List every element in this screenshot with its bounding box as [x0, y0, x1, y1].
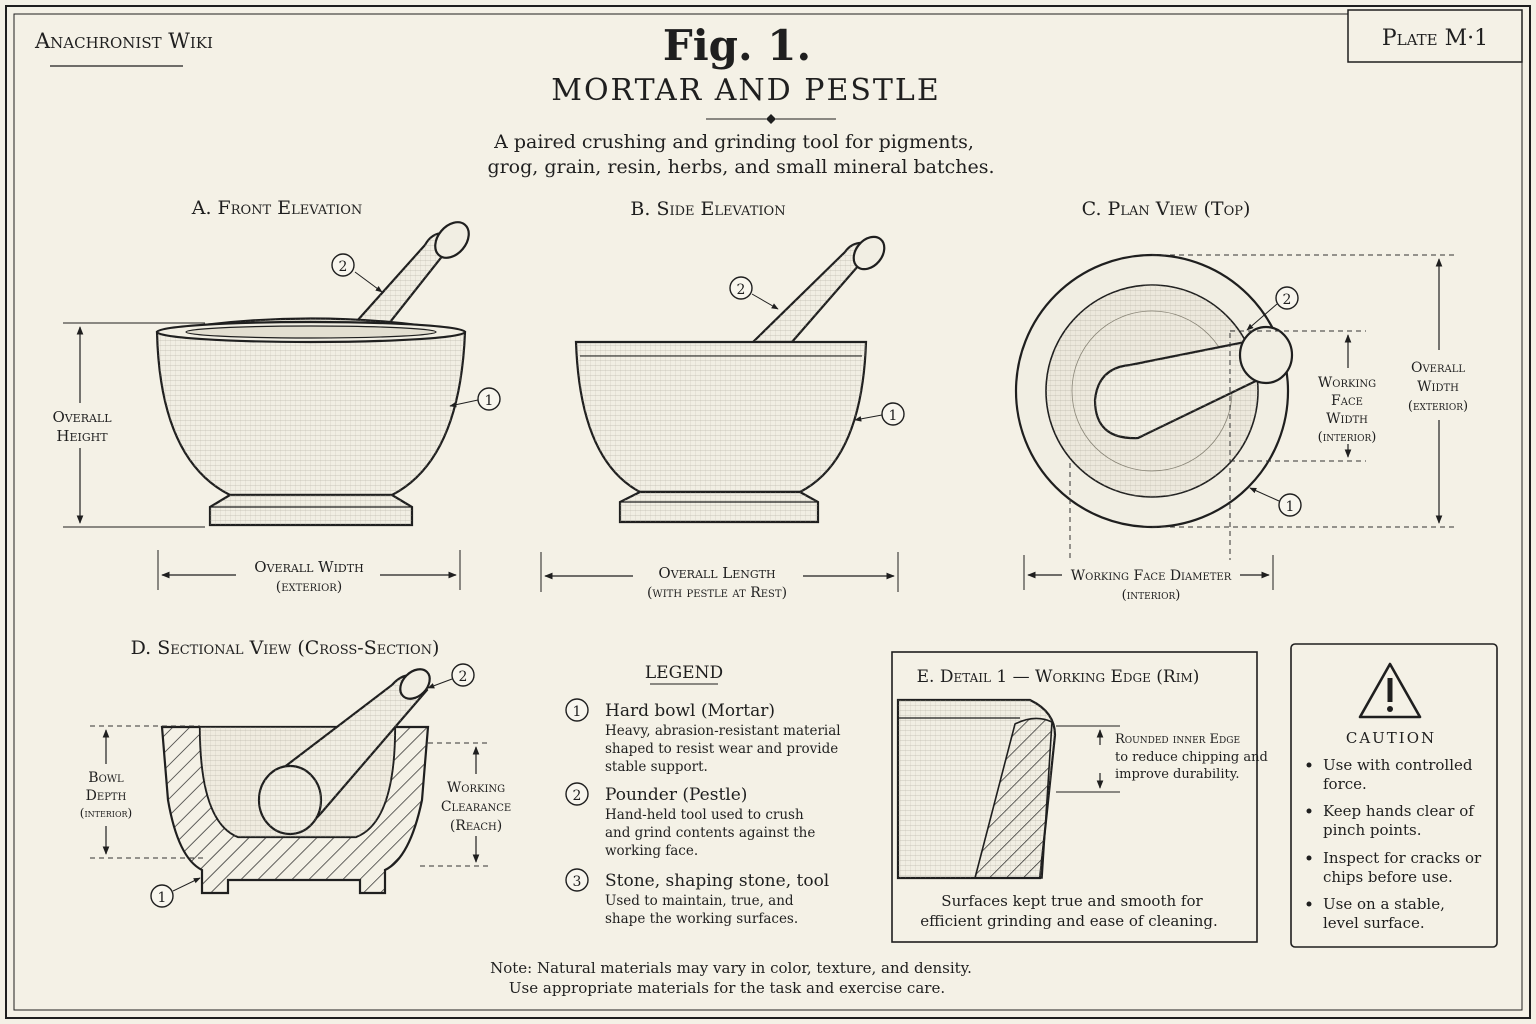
figure-title: Fig. 1. [662, 21, 812, 70]
section-callout-1 [151, 878, 200, 907]
caution-item-4 [1307, 895, 1445, 932]
plan-face-width-label-1: Working [1317, 375, 1377, 391]
plan-overall-label-3: (exterior) [1407, 399, 1469, 414]
svg-text:Keep hands clear of: Keep hands clear of [1323, 802, 1474, 820]
legend-item-2-desc-1: Hand-held tool used to crush [605, 807, 804, 823]
legend-item-2-desc-2: and grind contents against the [605, 825, 816, 841]
side-callout-1 [855, 403, 904, 425]
svg-text:2: 2 [458, 669, 468, 685]
svg-text:chips before use.: chips before use. [1323, 868, 1453, 886]
side-length-label-2: (with pestle at Rest) [646, 585, 788, 601]
svg-text:2: 2 [338, 259, 348, 275]
site-name[interactable]: Anachronist Wiki [35, 29, 213, 53]
footer-note-1: Note: Natural materials may vary in color, texture, and density. [490, 959, 972, 977]
section-view-title: D. Sectional View (Cross-Section) [130, 637, 440, 659]
side-elevation-view [541, 198, 904, 601]
plan-diam-label-2: (interior) [1121, 588, 1181, 603]
caution-panel [1291, 644, 1497, 947]
legend-item-3-name: Stone, shaping stone, tool [605, 871, 830, 891]
svg-text:2: 2 [1282, 292, 1292, 308]
section-depth-label-3: (interior) [79, 806, 133, 820]
section-clear-label-1: Working [446, 780, 506, 796]
front-height-label-1: Overall [52, 408, 112, 426]
side-callout-2 [730, 277, 778, 309]
caution-heading: CAUTION [1345, 729, 1437, 747]
title-ornament [706, 114, 836, 124]
detail-note-3: improve durability. [1115, 767, 1240, 782]
svg-text:pinch points.: pinch points. [1323, 821, 1422, 839]
plan-face-width-label-2: Face [1331, 393, 1363, 409]
side-bowl [576, 342, 866, 522]
side-pestle [752, 231, 891, 350]
legend-item-3-number: 3 [572, 874, 582, 890]
legend-item-1-number: 1 [572, 704, 582, 720]
legend [566, 663, 841, 927]
legend-item-2-number: 2 [572, 788, 582, 804]
plan-overall-label-2: Width [1417, 379, 1459, 395]
svg-text:1: 1 [888, 408, 898, 424]
front-elevation-view [52, 197, 500, 595]
legend-item-2-desc-3: working face. [605, 843, 699, 859]
svg-text:2: 2 [736, 282, 746, 298]
detail-note-2: to reduce chipping and [1115, 750, 1268, 765]
legend-item-1 [566, 699, 841, 775]
svg-text:force.: force. [1323, 775, 1367, 793]
front-callout-2 [332, 254, 382, 292]
plan-face-width-label-4: (interior) [1317, 430, 1377, 445]
section-clear-label-3: (Reach) [449, 818, 503, 834]
section-depth-label-2: Depth [85, 788, 127, 804]
plate-label: Plate M·1 [1381, 26, 1489, 51]
detail-rim-drawing [898, 700, 1055, 878]
detail-title: E. Detail 1 — Working Edge (Rim) [916, 667, 1200, 687]
side-view-title: B. Side Elevation [630, 198, 786, 220]
svg-text:Use with controlled: Use with controlled [1323, 756, 1473, 774]
svg-text:1: 1 [157, 890, 167, 906]
svg-text:level surface.: level surface. [1323, 914, 1425, 932]
front-view-title: A. Front Elevation [191, 197, 363, 219]
svg-text:Inspect for cracks or: Inspect for cracks or [1323, 849, 1482, 867]
legend-item-3-desc-1: Used to maintain, true, and [605, 893, 794, 909]
front-width-label-2: (exterior) [275, 579, 343, 595]
svg-text:Use on a stable,: Use on a stable, [1323, 895, 1445, 913]
legend-item-2-name: Pounder (Pestle) [605, 785, 748, 805]
plan-face-width-label-3: Width [1326, 411, 1368, 427]
detail-note-1: Rounded inner Edge [1115, 732, 1241, 747]
side-length-label-1: Overall Length [658, 564, 776, 582]
legend-item-1-name: Hard bowl (Mortar) [605, 701, 776, 721]
legend-item-1-desc-2: shaped to resist wear and provide [605, 741, 839, 757]
plan-overall-label-1: Overall [1410, 360, 1466, 376]
description-line-2: grog, grain, resin, herbs, and small mineral batches. [487, 156, 995, 178]
footer-note-2: Use appropriate materials for the task and exercise care. [508, 979, 946, 997]
subject-title: MORTAR AND PESTLE [551, 73, 941, 108]
legend-title: LEGEND [644, 663, 724, 683]
plan-view [1016, 198, 1468, 603]
svg-text:1: 1 [484, 393, 494, 409]
svg-text:1: 1 [1285, 499, 1295, 515]
plan-diam-label-1: Working Face Diameter [1070, 568, 1232, 584]
detail-caption-1: Surfaces kept true and smooth for [941, 892, 1203, 910]
detail-caption-2: efficient grinding and ease of cleaning. [920, 912, 1218, 930]
detail-panel [892, 652, 1268, 942]
plan-callout-1 [1250, 488, 1301, 516]
plan-view-title: C. Plan View (Top) [1081, 198, 1251, 220]
legend-item-2 [566, 783, 815, 859]
section-callout-2 [428, 664, 474, 688]
legend-item-3 [566, 869, 829, 927]
front-height-label-2: Height [56, 427, 108, 445]
section-clear-label-2: Clearance [440, 799, 512, 815]
legend-item-1-desc-3: stable support. [605, 759, 708, 775]
section-depth-label-1: Bowl [88, 770, 124, 786]
front-bowl [157, 319, 465, 526]
legend-item-3-desc-2: shape the working surfaces. [605, 911, 799, 927]
description-line-1: A paired crushing and grinding tool for pigments, [494, 131, 974, 153]
legend-item-1-desc-1: Heavy, abrasion-resistant material [605, 723, 841, 739]
section-view [80, 637, 511, 907]
front-width-label-1: Overall Width [254, 558, 364, 576]
